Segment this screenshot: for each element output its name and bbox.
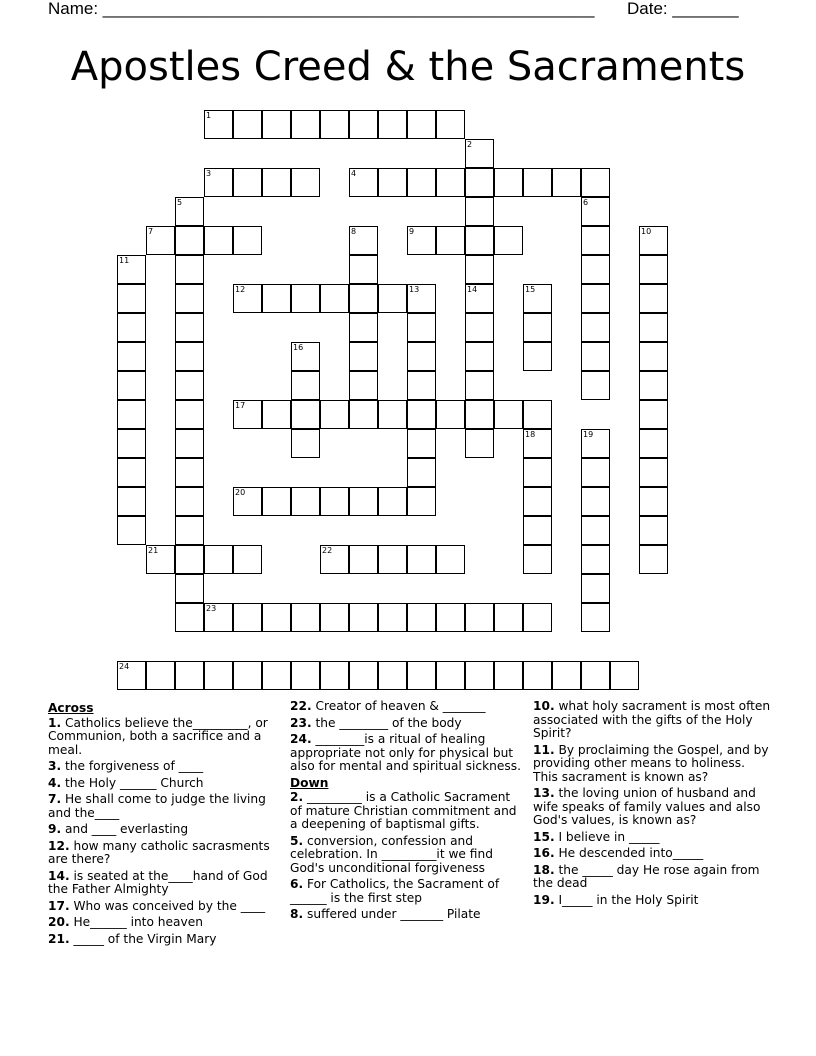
across-heading: Across xyxy=(48,701,94,715)
grid-cell[interactable] xyxy=(175,313,204,342)
grid-cell[interactable] xyxy=(465,429,494,458)
clue-column-3 xyxy=(533,700,773,910)
grid-cell[interactable] xyxy=(117,342,146,371)
grid-cell[interactable] xyxy=(465,400,494,429)
down-clue xyxy=(533,831,773,845)
grid-cell[interactable] xyxy=(320,400,349,429)
clue-number: 9 xyxy=(409,227,415,236)
clue-num: 3. xyxy=(48,759,62,773)
grid-cell[interactable] xyxy=(523,284,552,313)
clue-number: 16 xyxy=(293,343,304,352)
grid-cell[interactable] xyxy=(204,545,233,574)
grid-cell[interactable] xyxy=(639,458,668,487)
grid-cell[interactable] xyxy=(291,603,320,632)
clue-num: 22. xyxy=(290,699,312,713)
grid-cell[interactable] xyxy=(523,516,552,545)
grid-cell[interactable] xyxy=(407,284,436,313)
grid-cell[interactable] xyxy=(639,313,668,342)
clue-text: the loving union of husband and wife speaks of family values and also God's values, is known as? xyxy=(533,786,761,827)
clue-number: 15 xyxy=(525,285,536,294)
grid-cell[interactable] xyxy=(639,516,668,545)
grid-cell[interactable] xyxy=(262,487,291,516)
grid-cell[interactable] xyxy=(523,661,552,690)
across-clue xyxy=(48,717,284,758)
grid-cell[interactable] xyxy=(378,284,407,313)
grid-cell[interactable] xyxy=(117,400,146,429)
grid-cell[interactable] xyxy=(291,110,320,139)
grid-cell[interactable] xyxy=(494,400,523,429)
clue-text: the forgiveness of ____ xyxy=(61,759,204,773)
grid-cell[interactable] xyxy=(581,545,610,574)
grid-cell[interactable] xyxy=(291,400,320,429)
clue-text: He shall come to judge the living and the____ xyxy=(48,792,266,820)
grid-cell[interactable] xyxy=(320,603,349,632)
clue-num: 13. xyxy=(533,786,555,800)
grid-cell[interactable] xyxy=(117,429,146,458)
down-clue xyxy=(533,700,773,741)
grid-cell[interactable] xyxy=(407,168,436,197)
grid-cell[interactable] xyxy=(117,458,146,487)
grid-cell[interactable] xyxy=(204,168,233,197)
down-clue xyxy=(533,787,773,828)
clue-text: Creator of heaven & _______ xyxy=(311,699,486,713)
grid-cell[interactable] xyxy=(291,429,320,458)
grid-cell[interactable] xyxy=(233,400,262,429)
grid-cell[interactable] xyxy=(639,400,668,429)
across-clue xyxy=(48,900,284,914)
across-clue xyxy=(290,733,522,774)
grid-cell[interactable] xyxy=(320,661,349,690)
clue-text: I_____ in the Holy Spirit xyxy=(554,892,699,907)
grid-cell[interactable] xyxy=(436,603,465,632)
clue-column-2 xyxy=(290,700,522,925)
grid-cell[interactable] xyxy=(349,400,378,429)
grid-cell[interactable] xyxy=(349,168,378,197)
clue-number: 12 xyxy=(235,285,246,294)
grid-cell[interactable] xyxy=(407,487,436,516)
clue-text: _________ is a Catholic Sacrament of mature Christian commitment and a deepening of baptismal gifts. xyxy=(290,790,517,831)
down-clue xyxy=(533,847,773,861)
grid-cell[interactable] xyxy=(494,661,523,690)
grid-cell[interactable] xyxy=(465,342,494,371)
grid-cell[interactable] xyxy=(175,197,204,226)
clue-number: 20 xyxy=(235,488,246,497)
down-heading: Down xyxy=(290,775,329,790)
clue-number: 2 xyxy=(467,140,473,149)
across-clue xyxy=(48,760,284,774)
grid-cell[interactable] xyxy=(407,110,436,139)
grid-cell[interactable] xyxy=(175,400,204,429)
grid-cell[interactable] xyxy=(320,487,349,516)
grid-cell[interactable] xyxy=(639,545,668,574)
grid-cell[interactable] xyxy=(175,342,204,371)
grid-cell[interactable] xyxy=(349,313,378,342)
grid-cell[interactable] xyxy=(581,342,610,371)
clue-number: 13 xyxy=(409,285,420,294)
grid-cell[interactable] xyxy=(523,458,552,487)
grid-cell[interactable] xyxy=(349,603,378,632)
grid-cell[interactable] xyxy=(262,168,291,197)
grid-cell[interactable] xyxy=(407,545,436,574)
grid-cell[interactable] xyxy=(378,110,407,139)
grid-cell[interactable] xyxy=(117,516,146,545)
grid-cell[interactable] xyxy=(349,545,378,574)
clue-number: 24 xyxy=(119,662,130,671)
grid-cell[interactable] xyxy=(204,661,233,690)
grid-cell[interactable] xyxy=(581,168,610,197)
grid-cell[interactable] xyxy=(146,545,175,574)
grid-cell[interactable] xyxy=(233,110,262,139)
grid-cell[interactable] xyxy=(233,545,262,574)
grid-cell[interactable] xyxy=(610,661,639,690)
clue-num: 10. xyxy=(533,699,555,713)
grid-cell[interactable] xyxy=(233,168,262,197)
grid-cell[interactable] xyxy=(581,429,610,458)
grid-cell[interactable] xyxy=(175,371,204,400)
grid-cell[interactable] xyxy=(291,168,320,197)
grid-cell[interactable] xyxy=(407,371,436,400)
down-clue xyxy=(533,744,773,785)
grid-cell[interactable] xyxy=(639,255,668,284)
clue-text: By proclaiming the Gospel, and by providing other means to holiness. This sacrament is known as? xyxy=(533,742,769,784)
grid-cell[interactable] xyxy=(523,400,552,429)
date-label: Date: _______ xyxy=(627,0,739,18)
grid-cell[interactable] xyxy=(233,661,262,690)
clue-num: 19. xyxy=(533,892,555,907)
clue-text: For Catholics, the Sacrament of ______ is the first step xyxy=(290,877,500,905)
across-clue xyxy=(48,916,284,930)
clue-num: 16. xyxy=(533,846,555,860)
down-clue xyxy=(290,791,522,832)
grid-cell[interactable] xyxy=(436,661,465,690)
grid-cell[interactable] xyxy=(204,226,233,255)
clue-text: Catholics believe the_________, or Communion, both a sacrifice and a meal. xyxy=(48,715,268,757)
clue-number: 5 xyxy=(177,198,183,207)
grid-cell[interactable] xyxy=(581,226,610,255)
clue-text: ________is a ritual of healing appropriate not only for physical but also for mental and spiritual sickness. xyxy=(290,732,521,773)
grid-cell[interactable] xyxy=(494,168,523,197)
across-clue xyxy=(290,717,522,731)
clue-text: is seated at the____hand of God the Father Almighty xyxy=(48,868,268,896)
grid-cell[interactable] xyxy=(407,429,436,458)
grid-cell[interactable] xyxy=(436,226,465,255)
grid-cell[interactable] xyxy=(175,284,204,313)
grid-cell[interactable] xyxy=(465,168,494,197)
grid-cell[interactable] xyxy=(349,661,378,690)
grid-cell[interactable] xyxy=(349,226,378,255)
grid-cell[interactable] xyxy=(349,487,378,516)
grid-cell[interactable] xyxy=(175,516,204,545)
grid-cell[interactable] xyxy=(175,603,204,632)
grid-cell[interactable] xyxy=(349,255,378,284)
clue-number: 21 xyxy=(148,546,159,555)
grid-cell[interactable] xyxy=(175,661,204,690)
clue-text: how many catholic sacrasments are there? xyxy=(48,838,270,866)
clue-num: 12. xyxy=(48,838,70,853)
grid-cell[interactable] xyxy=(465,661,494,690)
clue-text: the ________ of the body xyxy=(311,715,462,730)
grid-cell[interactable] xyxy=(494,226,523,255)
grid-cell[interactable] xyxy=(581,255,610,284)
clue-num: 24. xyxy=(290,732,312,746)
clue-number: 7 xyxy=(148,227,154,236)
down-clue xyxy=(533,864,773,891)
clue-text: He______ into heaven xyxy=(69,915,203,929)
grid-cell[interactable] xyxy=(407,226,436,255)
grid-cell[interactable] xyxy=(262,110,291,139)
grid-cell[interactable] xyxy=(262,661,291,690)
grid-cell[interactable] xyxy=(349,284,378,313)
grid-cell[interactable] xyxy=(378,661,407,690)
grid-cell[interactable] xyxy=(552,168,581,197)
grid-cell[interactable] xyxy=(320,545,349,574)
grid-cell[interactable] xyxy=(581,197,610,226)
grid-cell[interactable] xyxy=(552,661,581,690)
grid-cell[interactable] xyxy=(523,168,552,197)
clue-num: 8. xyxy=(290,907,304,921)
grid-cell[interactable] xyxy=(291,342,320,371)
clue-text: Who was conceived by the ____ xyxy=(69,898,266,913)
grid-cell[interactable] xyxy=(262,400,291,429)
grid-cell[interactable] xyxy=(407,603,436,632)
across-clue xyxy=(290,700,522,714)
clue-num: 7. xyxy=(48,792,62,806)
clue-text: what holy sacrament is most often associated with the gifts of the Holy Spirit? xyxy=(533,699,771,740)
grid-cell[interactable] xyxy=(581,458,610,487)
across-clue xyxy=(48,777,284,791)
grid-cell[interactable] xyxy=(204,110,233,139)
grid-cell[interactable] xyxy=(523,429,552,458)
grid-cell[interactable] xyxy=(639,226,668,255)
grid-cell[interactable] xyxy=(581,661,610,690)
clue-num: 20. xyxy=(48,915,70,929)
clue-number: 6 xyxy=(583,198,589,207)
grid-cell[interactable] xyxy=(291,371,320,400)
grid-cell[interactable] xyxy=(117,661,146,690)
clue-num: 15. xyxy=(533,829,555,844)
grid-cell[interactable] xyxy=(233,226,262,255)
down-clue xyxy=(290,908,522,922)
down-clue xyxy=(290,878,522,905)
clue-number: 8 xyxy=(351,227,357,236)
grid-cell[interactable] xyxy=(581,284,610,313)
grid-cell[interactable] xyxy=(262,603,291,632)
grid-cell[interactable] xyxy=(175,226,204,255)
grid-cell[interactable] xyxy=(117,255,146,284)
grid-cell[interactable] xyxy=(494,603,523,632)
clue-text: _____ of the Virgin Mary xyxy=(69,931,217,946)
grid-cell[interactable] xyxy=(581,371,610,400)
grid-cell[interactable] xyxy=(465,284,494,313)
grid-cell[interactable] xyxy=(175,574,204,603)
grid-cell[interactable] xyxy=(465,197,494,226)
grid-cell[interactable] xyxy=(523,545,552,574)
grid-cell[interactable] xyxy=(581,603,610,632)
grid-cell[interactable] xyxy=(436,400,465,429)
grid-cell[interactable] xyxy=(407,313,436,342)
grid-cell[interactable] xyxy=(465,313,494,342)
clue-num: 21. xyxy=(48,931,70,946)
clue-num: 9. xyxy=(48,822,62,836)
clue-text: the Holy ______ Church xyxy=(61,775,204,790)
grid-cell[interactable] xyxy=(523,603,552,632)
grid-cell[interactable] xyxy=(233,284,262,313)
grid-cell[interactable] xyxy=(378,545,407,574)
grid-cell[interactable] xyxy=(465,371,494,400)
grid-cell[interactable] xyxy=(175,429,204,458)
clue-text: I believe in _____ xyxy=(554,829,660,844)
grid-cell[interactable] xyxy=(204,603,233,632)
grid-cell[interactable] xyxy=(407,661,436,690)
grid-cell[interactable] xyxy=(233,487,262,516)
across-clue xyxy=(48,870,284,897)
clue-text: suffered under _______ Pilate xyxy=(303,907,481,921)
grid-cell[interactable] xyxy=(117,284,146,313)
grid-cell[interactable] xyxy=(436,110,465,139)
clue-num: 1. xyxy=(48,715,62,730)
grid-cell[interactable] xyxy=(523,313,552,342)
name-label: Name: ____________________________________________________ xyxy=(48,0,595,18)
grid-cell[interactable] xyxy=(639,429,668,458)
grid-cell[interactable] xyxy=(349,342,378,371)
across-clue xyxy=(48,823,284,837)
clue-num: 23. xyxy=(290,715,312,730)
clue-number: 11 xyxy=(119,256,130,265)
grid-cell[interactable] xyxy=(465,603,494,632)
clue-num: 4. xyxy=(48,775,62,790)
grid-cell[interactable] xyxy=(378,603,407,632)
clue-column-1 xyxy=(48,700,284,949)
across-clue xyxy=(48,840,284,867)
grid-cell[interactable] xyxy=(465,255,494,284)
grid-cell[interactable] xyxy=(581,574,610,603)
grid-cell[interactable] xyxy=(639,284,668,313)
grid-cell[interactable] xyxy=(349,371,378,400)
clue-number: 4 xyxy=(351,169,357,178)
clue-number: 19 xyxy=(583,430,594,439)
grid-cell[interactable] xyxy=(291,487,320,516)
grid-cell[interactable] xyxy=(146,226,175,255)
grid-cell[interactable] xyxy=(378,487,407,516)
grid-cell[interactable] xyxy=(581,487,610,516)
grid-cell[interactable] xyxy=(117,313,146,342)
clue-num: 18. xyxy=(533,862,555,877)
grid-cell[interactable] xyxy=(436,168,465,197)
grid-cell[interactable] xyxy=(639,487,668,516)
grid-cell[interactable] xyxy=(378,168,407,197)
clue-num: 11. xyxy=(533,742,555,757)
clue-number: 22 xyxy=(322,546,333,555)
grid-cell[interactable] xyxy=(581,516,610,545)
grid-cell[interactable] xyxy=(233,603,262,632)
clue-number: 14 xyxy=(467,285,478,294)
clue-text: He descended into_____ xyxy=(554,846,704,860)
grid-cell[interactable] xyxy=(146,661,175,690)
page-title: Apostles Creed & the Sacraments xyxy=(70,44,746,90)
clue-number: 10 xyxy=(641,227,652,236)
clue-num: 14. xyxy=(48,868,70,883)
grid-cell[interactable] xyxy=(291,661,320,690)
grid-cell[interactable] xyxy=(117,371,146,400)
grid-cell[interactable] xyxy=(262,284,291,313)
grid-cell[interactable] xyxy=(639,342,668,371)
grid-cell[interactable] xyxy=(349,110,378,139)
clue-number: 18 xyxy=(525,430,536,439)
grid-cell[interactable] xyxy=(407,342,436,371)
clue-num: 6. xyxy=(290,877,304,891)
clue-number: 23 xyxy=(206,604,217,613)
grid-cell[interactable] xyxy=(639,371,668,400)
clue-num: 17. xyxy=(48,898,70,913)
across-clue xyxy=(48,933,284,947)
clue-text: conversion, confession and celebration. In _________it we find God's unconditional forgiveness xyxy=(290,833,493,875)
grid-cell[interactable] xyxy=(436,545,465,574)
grid-cell[interactable] xyxy=(523,487,552,516)
clue-number: 17 xyxy=(235,401,246,410)
grid-cell[interactable] xyxy=(175,487,204,516)
clue-number: 3 xyxy=(206,169,212,178)
clue-number: 1 xyxy=(206,111,212,120)
grid-cell[interactable] xyxy=(175,545,204,574)
grid-cell[interactable] xyxy=(291,284,320,313)
down-clue xyxy=(533,894,773,908)
grid-cell[interactable] xyxy=(175,458,204,487)
grid-cell[interactable] xyxy=(465,226,494,255)
grid-cell[interactable] xyxy=(117,487,146,516)
grid-cell[interactable] xyxy=(523,342,552,371)
grid-cell[interactable] xyxy=(378,400,407,429)
across-clue xyxy=(48,793,284,820)
grid-cell[interactable] xyxy=(407,400,436,429)
clue-num: 5. xyxy=(290,833,304,848)
grid-cell[interactable] xyxy=(175,255,204,284)
clue-num: 2. xyxy=(290,790,304,804)
down-clue xyxy=(290,835,522,876)
clue-text: the _____ day He rose again from the dead xyxy=(533,862,760,890)
grid-cell[interactable] xyxy=(320,110,349,139)
grid-cell[interactable] xyxy=(465,139,494,168)
grid-cell[interactable] xyxy=(581,313,610,342)
clue-text: and ____ everlasting xyxy=(61,822,189,836)
grid-cell[interactable] xyxy=(407,458,436,487)
grid-cell[interactable] xyxy=(320,284,349,313)
